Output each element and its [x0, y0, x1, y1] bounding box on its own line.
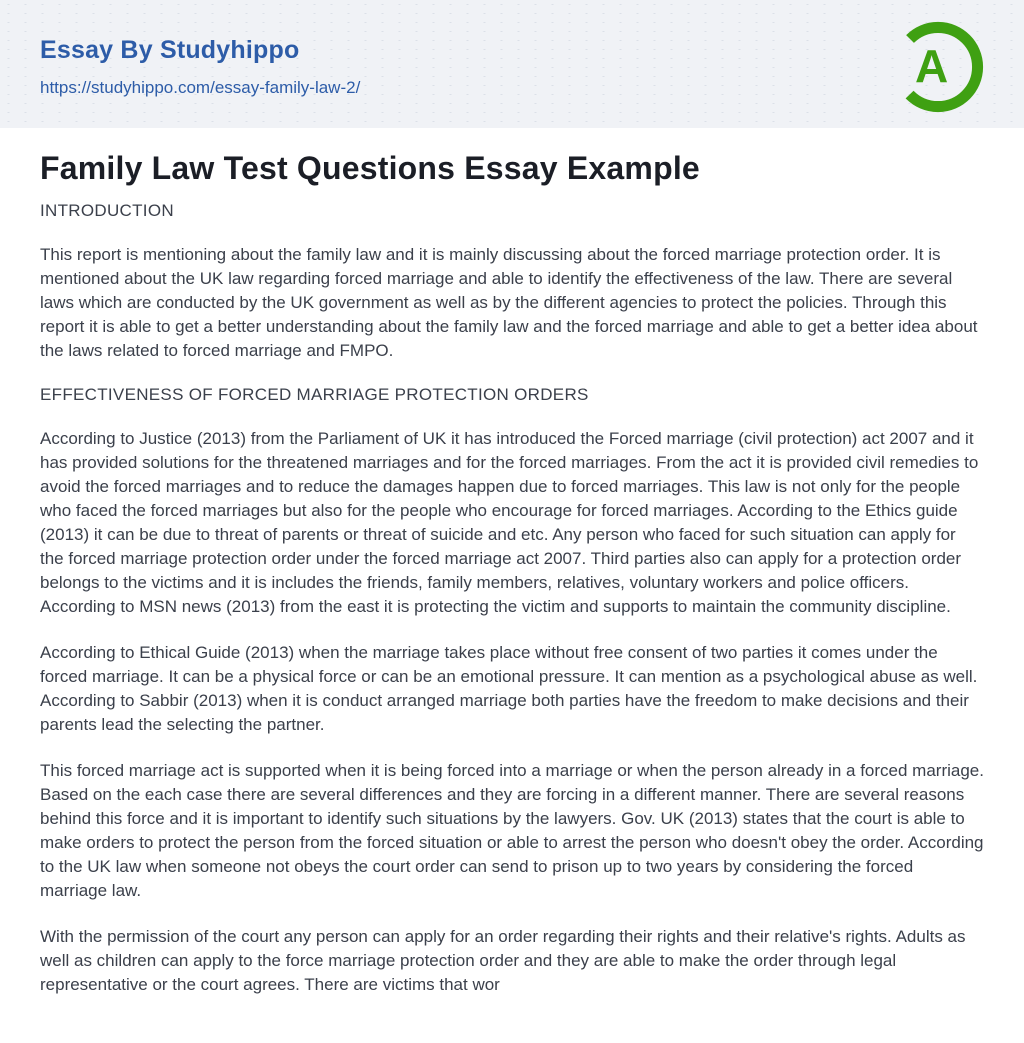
section-heading-effectiveness: EFFECTIVENESS OF FORCED MARRIAGE PROTECTION ORDERS	[40, 385, 589, 404]
paragraph-effectiveness-2: According to Ethical Guide (2013) when the marriage takes place without free consent of two parties it comes under the forced marriage. It can be a physical force or can be an emotional pressure. It can mention as a psychological abuse as well. According to Sabbir (2013) when it is conduct arranged marriage both parties have the freedom to make decisions and their parents lead the selecting the partner.	[40, 643, 978, 734]
studyhippo-logo	[892, 21, 984, 113]
site-title: Essay By Studyhippo	[40, 36, 300, 64]
paragraph-effectiveness-3: This forced marriage act is supported when it is being forced into a marriage or when the person already in a forced marriage. Based on the each case there are several differences and they are forcing in a different manner. There are several reasons behind this force and it is important to identify such situations by the lawyers. Gov. UK (2013) states that the court is able to make orders to protect the person from the forced situation or able to arrest the person who doesn't obey the order. According to the UK law when someone not obeys the court order can send to prison up to two years by considering the forced marriage law.	[40, 761, 984, 900]
paragraph-effectiveness-1: According to Justice (2013) from the Parliament of UK it has introduced the Forced marriage (civil protection) act 2007 and it has provided solutions for the threatened marriages and for the forced marriages. From the act it is provided civil remedies to avoid the forced marriages and to reduce the damages happen due to forced marriages. This law is not only for the people who faced the forced marriages but also for the people who encourage for forced marriages. According to the Ethics guide (2013) it can be due to threat of parents or threat of suicide and etc. Any person who faced for such situation can apply for the forced marriage protection order under the forced marriage act 2007. Third parties also can apply for a protection order belongs to the victims and it is includes the friends, family members, relatives, voluntary workers and police officers. According to MSN news (2013) from the east it is protecting the victim and supports to maintain the community discipline.	[40, 429, 979, 616]
header-text-block	[40, 36, 360, 98]
paragraph-intro-1: This report is mentioning about the family law and it is mainly discussing about the forced marriage protection order. It is mentioned about the UK law regarding forced marriage and able to identify the effectiveness of the law. There are several laws which are conducted by the UK government as well as by the different agencies to protect the policies. Through this report it is able to get a better understanding about the family law and the forced marriage and able to get a better idea about the laws related to forced marriage and FMPO.	[40, 245, 978, 360]
header	[0, 0, 1024, 128]
logo-letter: A	[914, 40, 949, 93]
essay-document	[0, 128, 1024, 997]
essay-title: Family Law Test Questions Essay Example	[40, 150, 700, 186]
essay-url-link[interactable]: https://studyhippo.com/essay-family-law-2/	[40, 78, 361, 97]
section-heading-introduction: INTRODUCTION	[40, 201, 174, 220]
paragraph-effectiveness-4: With the permission of the court any person can apply for an order regarding their rights and their relative's rights. Adults as well as children can apply to the force marriage protection order and they are able to make the order through legal representative or the court agrees. There are victims that wor	[40, 927, 966, 994]
